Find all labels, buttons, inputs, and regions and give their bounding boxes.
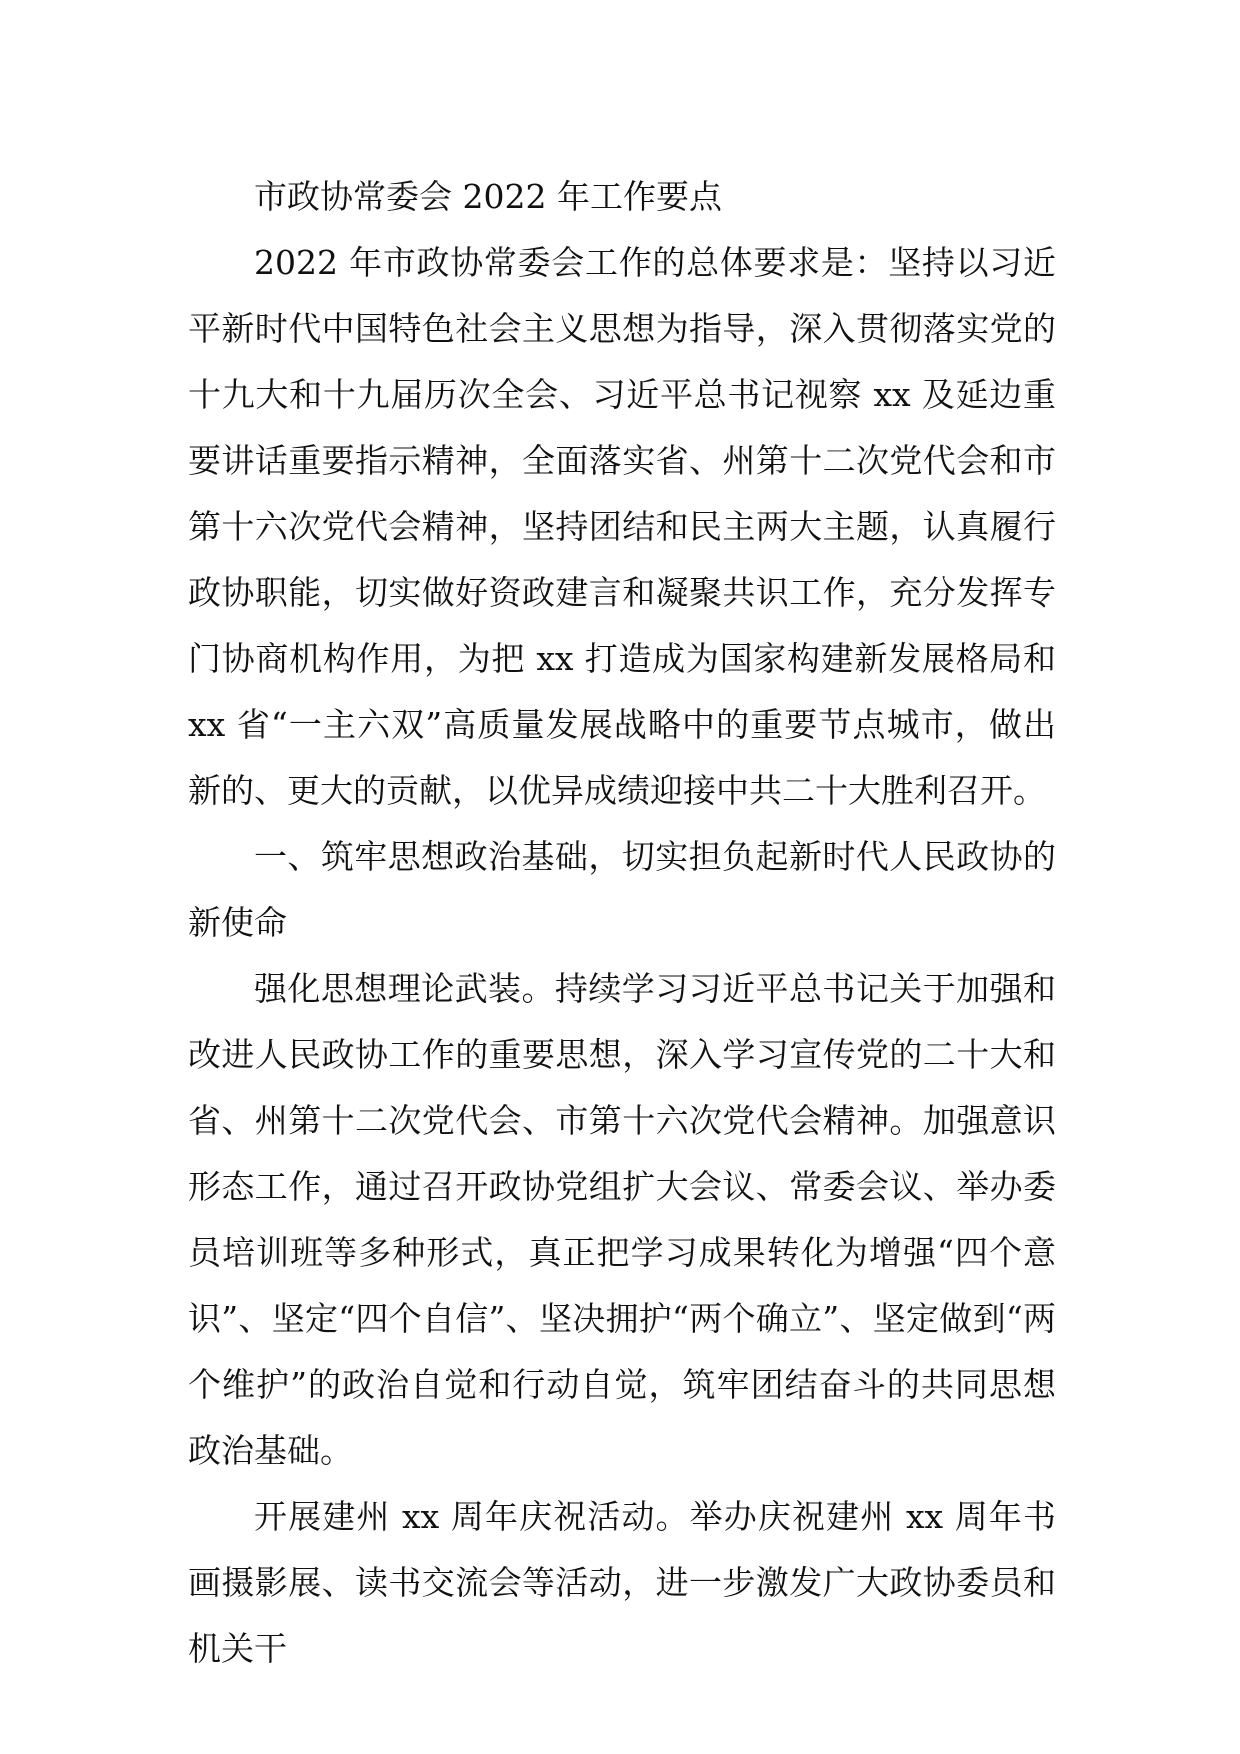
paragraph-anniversary-activities: 开展建州 xx 周年庆祝活动。举办庆祝建州 xx 周年书画摄影展、读书交流会等活动，进一步激发广大政协委员和机关干 — [188, 1497, 1056, 1668]
document-title: 市政协常委会 2022 年工作要点 — [254, 177, 722, 216]
paragraph-general-requirements: 2022 年市政协常委会工作的总体要求是：坚持以习近平新时代中国特色社会主义思想为指导，深入贯彻落实党的十九大和十九届历次全会、习近平总书记视察 xx 及延边重要讲话重要指示精神，全面落实省、州第十二次党代会和市第十六次党代会精神，坚持团结和民主两大主题，认真履行政协职能，切实做好资政建言和凝聚共识工作，充分发挥专门协商机构作用，为把 xx 打造成为国家构建新发展格局和 xx 省“一主六双”高质量发展战略中的重要节点城市，做出新的、更大的贡献，以优异成绩迎接中共二十大胜利召开。 — [188, 243, 1056, 810]
section-heading-1: 一、筑牢思想政治基础，切实担负起新时代人民政协的新使命 — [188, 837, 1056, 942]
paragraph-theory-study: 强化思想理论武装。持续学习习近平总书记关于加强和改进人民政协工作的重要思想，深入学习宣传党的二十大和省、州第十二次党代会、市第十六次党代会精神。加强意识形态工作，通过召开政协党组扩大会议、常委会议、举办委员培训班等多种形式，真正把学习成果转化为增强“四个意识”、坚定“四个自信”、坚决拥护“两个确立”、坚定做到“两个维护”的政治自觉和行动自觉，筑牢团结奋斗的共同思想政治基础。 — [188, 969, 1056, 1470]
document-body — [188, 164, 1056, 1682]
